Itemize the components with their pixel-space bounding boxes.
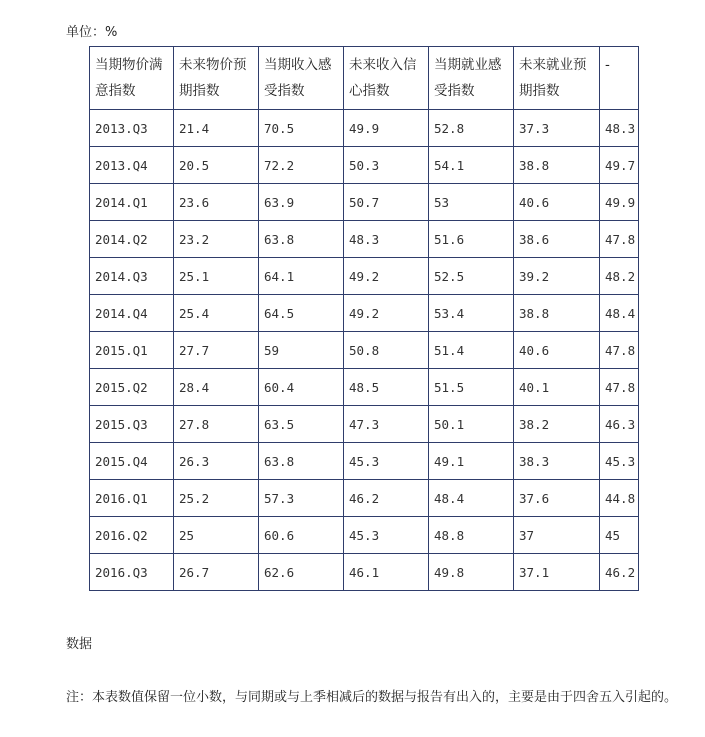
period-cell: 2014.Q4	[90, 295, 174, 332]
period-cell: 2013.Q3	[90, 110, 174, 147]
value-cell: 49.1	[429, 443, 514, 480]
column-header: -	[600, 47, 639, 110]
value-cell: 70.5	[259, 110, 344, 147]
value-cell: 63.8	[259, 443, 344, 480]
table-body	[90, 110, 639, 591]
value-cell: 46.2	[344, 480, 429, 517]
table-row	[90, 554, 639, 591]
column-header: 当期就业感受指数	[429, 47, 514, 110]
value-cell: 49.7	[600, 147, 639, 184]
period-cell: 2014.Q2	[90, 221, 174, 258]
value-cell: 21.4	[174, 110, 259, 147]
value-cell: 37.6	[514, 480, 600, 517]
period-cell: 2016.Q2	[90, 517, 174, 554]
value-cell: 48.2	[600, 258, 639, 295]
value-cell: 48.8	[429, 517, 514, 554]
value-cell: 48.4	[600, 295, 639, 332]
value-cell: 45	[600, 517, 639, 554]
value-cell: 49.2	[344, 258, 429, 295]
period-cell: 2015.Q2	[90, 369, 174, 406]
value-cell: 60.6	[259, 517, 344, 554]
value-cell: 48.3	[344, 221, 429, 258]
value-cell: 62.6	[259, 554, 344, 591]
table-row	[90, 147, 639, 184]
value-cell: 48.5	[344, 369, 429, 406]
value-cell: 25	[174, 517, 259, 554]
value-cell: 45.3	[344, 443, 429, 480]
column-header: 未来收入信心指数	[344, 47, 429, 110]
value-cell: 26.3	[174, 443, 259, 480]
value-cell: 50.7	[344, 184, 429, 221]
value-cell: 26.7	[174, 554, 259, 591]
value-cell: 48.3	[600, 110, 639, 147]
table-row	[90, 369, 639, 406]
value-cell: 50.8	[344, 332, 429, 369]
footnote: 注：本表数值保留一位小数，与同期或与上季相减后的数据与报告有出入的，主要是由于四舍五入引起的。	[66, 690, 678, 705]
value-cell: 37.1	[514, 554, 600, 591]
value-cell: 59	[259, 332, 344, 369]
value-cell: 72.2	[259, 147, 344, 184]
value-cell: 53.4	[429, 295, 514, 332]
data-table	[89, 46, 639, 591]
period-cell: 2015.Q4	[90, 443, 174, 480]
period-cell: 2014.Q3	[90, 258, 174, 295]
value-cell: 49.8	[429, 554, 514, 591]
value-cell: 28.4	[174, 369, 259, 406]
value-cell: 49.9	[600, 184, 639, 221]
value-cell: 45.3	[600, 443, 639, 480]
value-cell: 54.1	[429, 147, 514, 184]
value-cell: 63.9	[259, 184, 344, 221]
column-header: 当期收入感受指数	[259, 47, 344, 110]
value-cell: 25.4	[174, 295, 259, 332]
value-cell: 25.1	[174, 258, 259, 295]
value-cell: 25.2	[174, 480, 259, 517]
value-cell: 47.8	[600, 369, 639, 406]
value-cell: 40.6	[514, 332, 600, 369]
table-row	[90, 332, 639, 369]
unit-label: 单位：%	[66, 25, 118, 40]
value-cell: 38.8	[514, 147, 600, 184]
period-cell: 2016.Q3	[90, 554, 174, 591]
period-cell: 2016.Q1	[90, 480, 174, 517]
value-cell: 46.3	[600, 406, 639, 443]
period-cell: 2014.Q1	[90, 184, 174, 221]
value-cell: 37.3	[514, 110, 600, 147]
value-cell: 49.9	[344, 110, 429, 147]
value-cell: 51.5	[429, 369, 514, 406]
value-cell: 23.6	[174, 184, 259, 221]
data-label: 数据	[66, 637, 93, 652]
value-cell: 46.1	[344, 554, 429, 591]
value-cell: 52.5	[429, 258, 514, 295]
table-row	[90, 517, 639, 554]
value-cell: 60.4	[259, 369, 344, 406]
table-row	[90, 406, 639, 443]
value-cell: 53	[429, 184, 514, 221]
value-cell: 48.4	[429, 480, 514, 517]
value-cell: 47.8	[600, 332, 639, 369]
value-cell: 39.2	[514, 258, 600, 295]
value-cell: 20.5	[174, 147, 259, 184]
value-cell: 63.8	[259, 221, 344, 258]
value-cell: 51.4	[429, 332, 514, 369]
value-cell: 47.3	[344, 406, 429, 443]
value-cell: 38.6	[514, 221, 600, 258]
value-cell: 47.8	[600, 221, 639, 258]
column-header: 当期物价满意指数	[90, 47, 174, 110]
period-cell: 2013.Q4	[90, 147, 174, 184]
column-header: 未来物价预期指数	[174, 47, 259, 110]
period-cell: 2015.Q3	[90, 406, 174, 443]
value-cell: 44.8	[600, 480, 639, 517]
table-row	[90, 443, 639, 480]
table-row	[90, 184, 639, 221]
column-header: 未来就业预期指数	[514, 47, 600, 110]
value-cell: 27.7	[174, 332, 259, 369]
table-row	[90, 110, 639, 147]
value-cell: 63.5	[259, 406, 344, 443]
table-row	[90, 295, 639, 332]
period-cell: 2015.Q1	[90, 332, 174, 369]
table-row	[90, 480, 639, 517]
value-cell: 27.8	[174, 406, 259, 443]
table-row	[90, 258, 639, 295]
value-cell: 46.2	[600, 554, 639, 591]
value-cell: 57.3	[259, 480, 344, 517]
value-cell: 40.6	[514, 184, 600, 221]
value-cell: 50.3	[344, 147, 429, 184]
value-cell: 40.1	[514, 369, 600, 406]
value-cell: 38.3	[514, 443, 600, 480]
value-cell: 50.1	[429, 406, 514, 443]
value-cell: 38.8	[514, 295, 600, 332]
value-cell: 37	[514, 517, 600, 554]
value-cell: 23.2	[174, 221, 259, 258]
table-row	[90, 221, 639, 258]
value-cell: 52.8	[429, 110, 514, 147]
value-cell: 49.2	[344, 295, 429, 332]
table-header-row	[90, 47, 639, 110]
value-cell: 64.1	[259, 258, 344, 295]
value-cell: 45.3	[344, 517, 429, 554]
value-cell: 38.2	[514, 406, 600, 443]
value-cell: 64.5	[259, 295, 344, 332]
value-cell: 51.6	[429, 221, 514, 258]
